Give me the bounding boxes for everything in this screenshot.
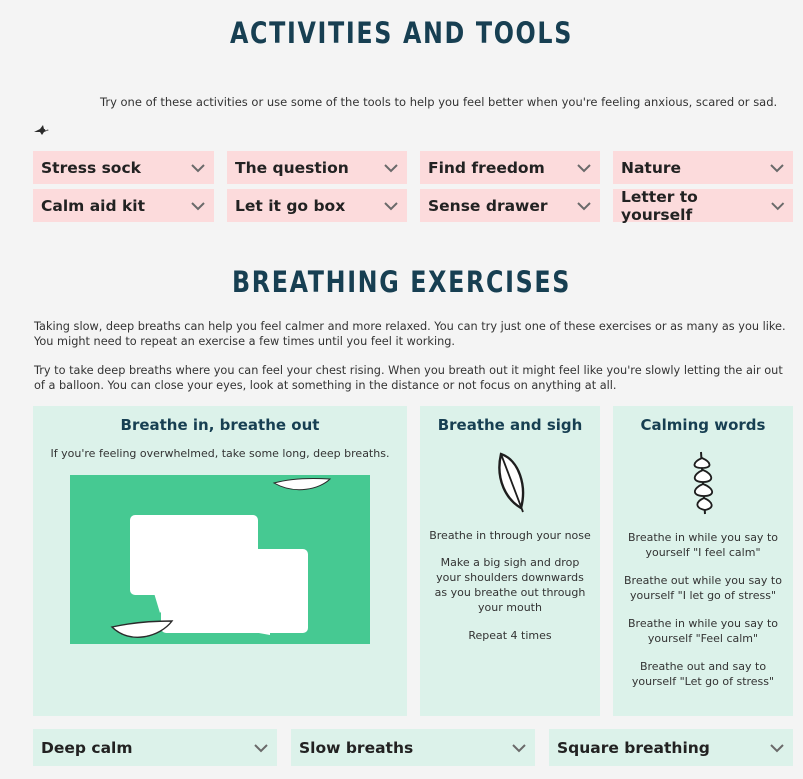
accordion-label: Letter to yourself bbox=[621, 187, 698, 224]
card-line: Breathe out and say to yourself "Let go of stress" bbox=[631, 660, 775, 688]
card-text: If you're feeling overwhelmed, take some long, deep breaths. bbox=[50, 447, 390, 460]
breathing-heading: BREATHING EXERCISES bbox=[231, 265, 571, 299]
card-title: Breathe in, breathe out bbox=[120, 416, 320, 434]
card-title: Calming words bbox=[640, 416, 766, 434]
card-line: Breathe in while you say to yourself "I feel calm" bbox=[628, 531, 778, 559]
chevron-down-icon bbox=[190, 163, 206, 173]
chevron-down-icon bbox=[253, 743, 269, 753]
accordion-square-breathing[interactable] bbox=[549, 729, 793, 766]
accordion-label: Stress sock bbox=[41, 158, 141, 177]
chevron-down-icon bbox=[190, 201, 206, 211]
speech-bubbles-illustration bbox=[70, 475, 370, 644]
accordion-label: Sense drawer bbox=[428, 196, 548, 215]
chevron-down-icon bbox=[576, 201, 592, 211]
accordion-nature[interactable] bbox=[613, 151, 793, 184]
breathing-paragraph-1: Taking slow, deep breaths can help you feel calmer and more relaxed. You can try just one of these exercises or as many as you like. You might need to repeat an exercise a few times until you feel it working. bbox=[34, 320, 786, 348]
chevron-down-icon bbox=[383, 163, 399, 173]
accordion-calm-aid-kit[interactable] bbox=[33, 189, 214, 222]
card-line: Breathe in while you say to yourself "Feel calm" bbox=[628, 617, 778, 645]
card-line: Make a big sigh and drop your shoulders downwards as you breathe out through your mouth bbox=[434, 556, 586, 614]
activities-heading: ACTIVITIES AND TOOLS bbox=[230, 16, 573, 50]
feather-icon bbox=[493, 450, 527, 514]
accordion-label: Find freedom bbox=[428, 158, 545, 177]
card-line: Breathe in through your nose bbox=[429, 529, 591, 542]
chevron-down-icon bbox=[383, 201, 399, 211]
accordion-sense-drawer[interactable] bbox=[420, 189, 600, 222]
card-breathe-and-sigh bbox=[420, 406, 600, 716]
activities-intro: Try one of these activities or use some of the tools to help you feel better when you're feeling anxious, scared or sad. bbox=[100, 95, 778, 109]
accordion-stress-sock[interactable] bbox=[33, 151, 214, 184]
card-title: Breathe and sigh bbox=[437, 416, 583, 434]
accordion-label: Slow breaths bbox=[299, 738, 414, 757]
accordion-find-freedom[interactable] bbox=[420, 151, 600, 184]
fern-icon bbox=[685, 450, 721, 516]
chevron-down-icon bbox=[576, 163, 592, 173]
card-breathe-in-out bbox=[33, 406, 407, 716]
accordion-letter-to-yourself[interactable] bbox=[613, 189, 793, 222]
accordion-label: Deep calm bbox=[41, 738, 133, 757]
accordion-the-question[interactable] bbox=[227, 151, 407, 184]
accordion-slow-breaths[interactable] bbox=[291, 729, 535, 766]
card-line: Repeat 4 times bbox=[468, 629, 552, 642]
chevron-down-icon bbox=[769, 743, 785, 753]
chevron-down-icon bbox=[769, 163, 785, 173]
accordion-label: Calm aid kit bbox=[41, 196, 145, 215]
card-calming-words bbox=[613, 406, 793, 716]
breathing-video[interactable] bbox=[70, 475, 370, 644]
breathing-paragraph-2: Try to take deep breaths where you can feel your chest rising. When you breath out it might feel like you're slowly letting the air out of a balloon. You can close your eyes, look at something in the distance or not focus on anything at all. bbox=[34, 364, 783, 392]
accordion-label: Let it go box bbox=[235, 196, 346, 215]
accordion-label: The question bbox=[235, 158, 349, 177]
chevron-down-icon bbox=[770, 201, 785, 211]
card-line: Breathe out while you say to yourself "I let go of stress" bbox=[624, 574, 782, 602]
bird-icon bbox=[33, 123, 51, 137]
accordion-let-it-go-box[interactable] bbox=[227, 189, 407, 222]
accordion-label: Nature bbox=[621, 158, 682, 177]
chevron-down-icon bbox=[511, 743, 527, 753]
accordion-label: Square breathing bbox=[557, 738, 710, 757]
accordion-deep-calm[interactable] bbox=[33, 729, 277, 766]
